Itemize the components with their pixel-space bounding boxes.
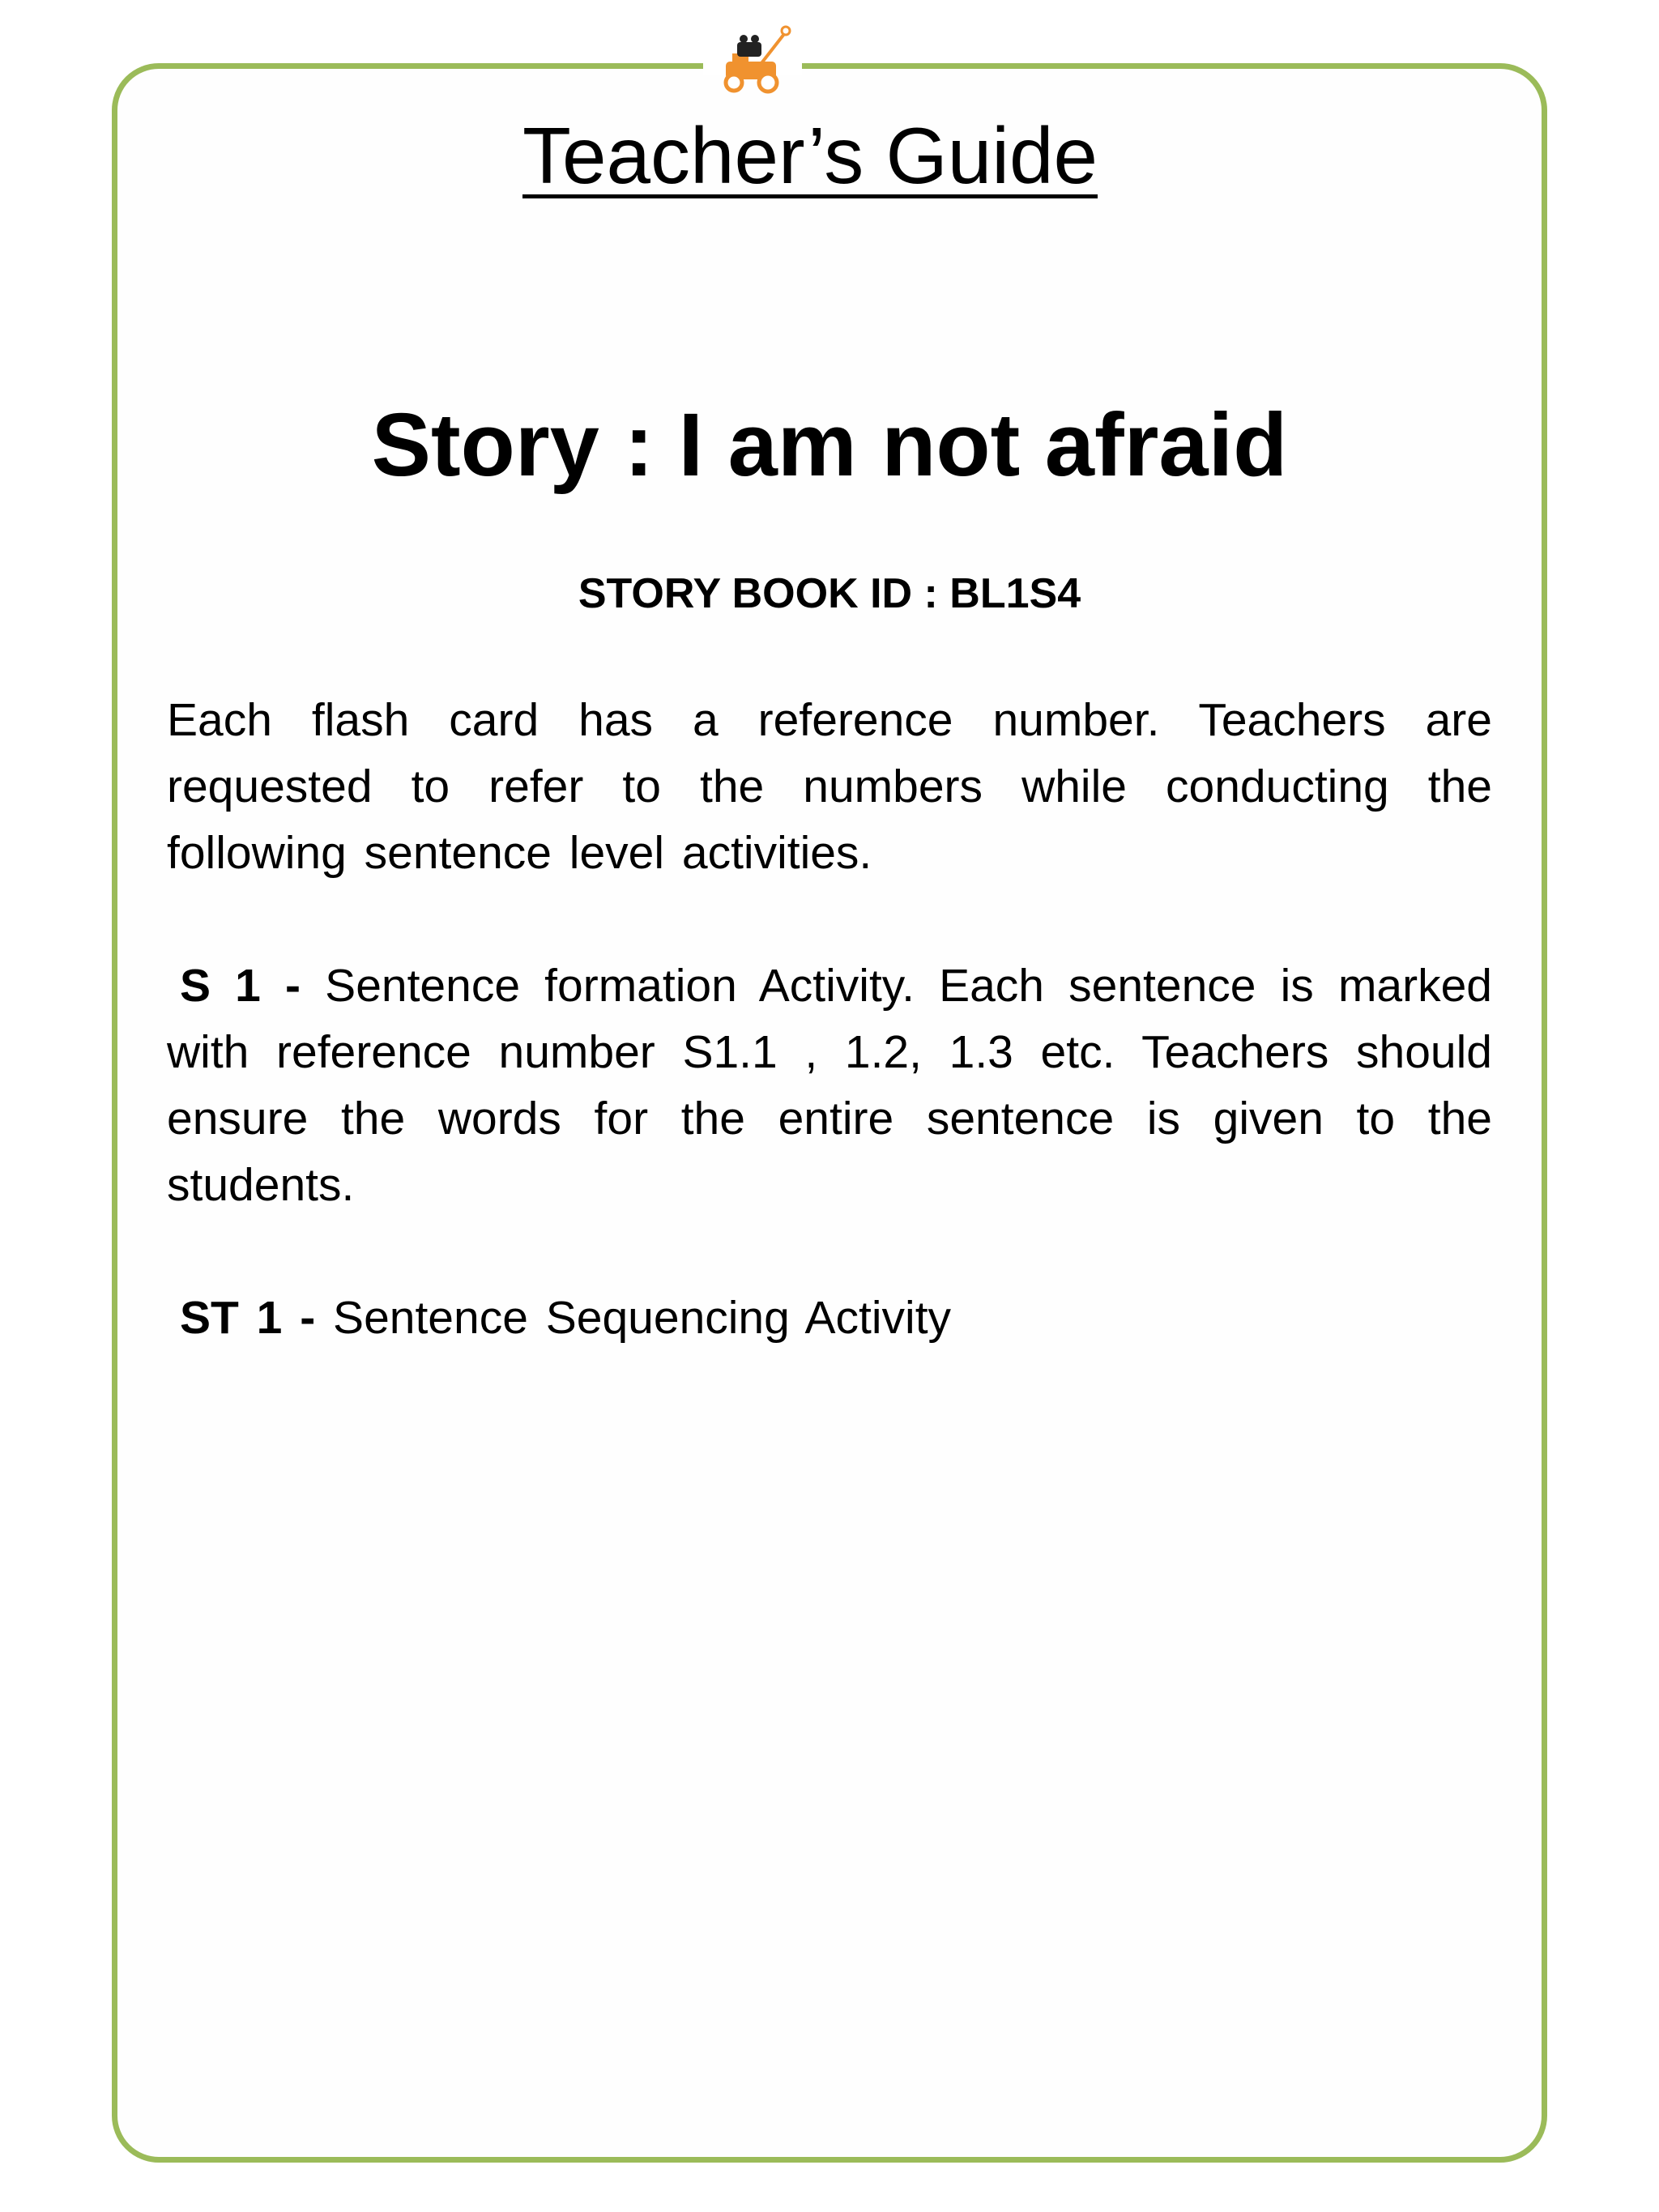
- story-title: Story : I am not afraid: [371, 395, 1288, 495]
- s1-code: S 1 -: [180, 960, 301, 1012]
- st1-text: Sentence Sequencing Activity: [333, 1292, 952, 1344]
- tractor-icon: [714, 21, 795, 96]
- st1-code: ST 1 -: [180, 1292, 316, 1344]
- s1-text: Sentence formation Activity. Each sentence is marked with reference number S1.1 , 1.2, 1.3 etc. Teachers should ensure the words for the entire sentence is given to the students.: [167, 960, 1493, 1211]
- intro-paragraph: Each flash card has a reference number. Teachers are requested to refer to the numbers while conducting the following sentence level activities.: [167, 694, 1492, 879]
- st1-paragraph: [167, 1285, 1492, 1351]
- story-book-id: STORY BOOK ID : BL1S4: [578, 570, 1081, 617]
- page-title: Teacher’s Guide: [522, 111, 1098, 200]
- s1-paragraph: [167, 953, 1492, 1218]
